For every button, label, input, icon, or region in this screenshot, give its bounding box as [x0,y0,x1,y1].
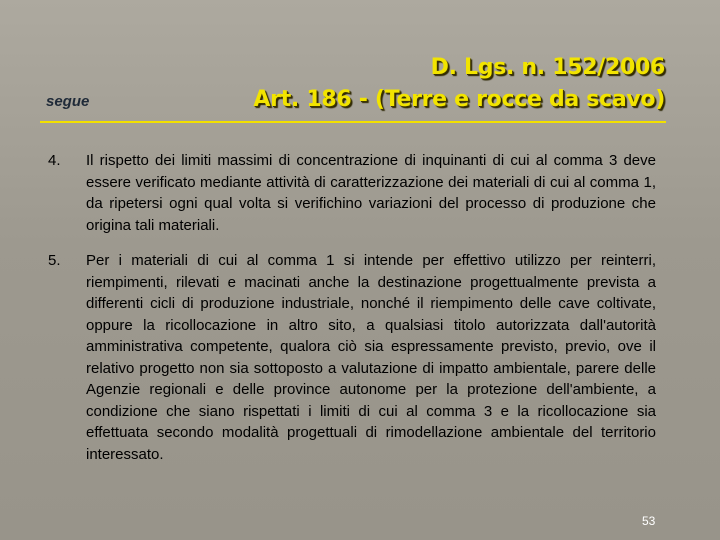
item-number: 5. [48,252,61,269]
item-number: 4. [48,152,61,169]
list-item [48,250,656,465]
item-list [48,150,656,479]
list-item [48,150,656,236]
title-underline [40,121,666,123]
segue-label: segue [46,93,90,110]
slide-title [253,52,665,116]
item-text: Per i materiali di cui al comma 1 si intende per effettivo utilizzo per reinterri, riempimenti, rilevati e macinati anche la destinazione progettualmente prevista a differenti cicli di produzione industriale, nonché il riempimento delle cave coltivate, oppure la ricollocazione in altro sito, a qualsiasi titolo autorizzata dall'autorità amministrativa competente, qualora ciò sia espressamente previsto, previo, ove il relativo progetto non sia sottoposto a valutazione di impatto ambientale, parere delle Agenzie regionali e delle province autonome per la protezione dell'ambiente, a condizione che siano rispettati i limiti di cui al comma 3 e la ricollocazione sia effettuata secondo modalità progettuali di rimodellazione ambientale del territorio interessato. [86,252,656,463]
title-line-article: Art. 186 - (Terre e rocce da scavo) [253,87,665,112]
page-number: 53 [642,514,656,528]
title-line-law: D. Lgs. n. 152/2006 [430,55,665,80]
item-text: Il rispetto dei limiti massimi di concentrazione di inquinanti di cui al comma 3 deve essere verificato mediante attività di caratterizzazione dei materiali di cui al comma 1, da ripetersi ogni qual volta si verifichino variazioni del processo di produzione che origina tali materiali. [86,152,656,234]
